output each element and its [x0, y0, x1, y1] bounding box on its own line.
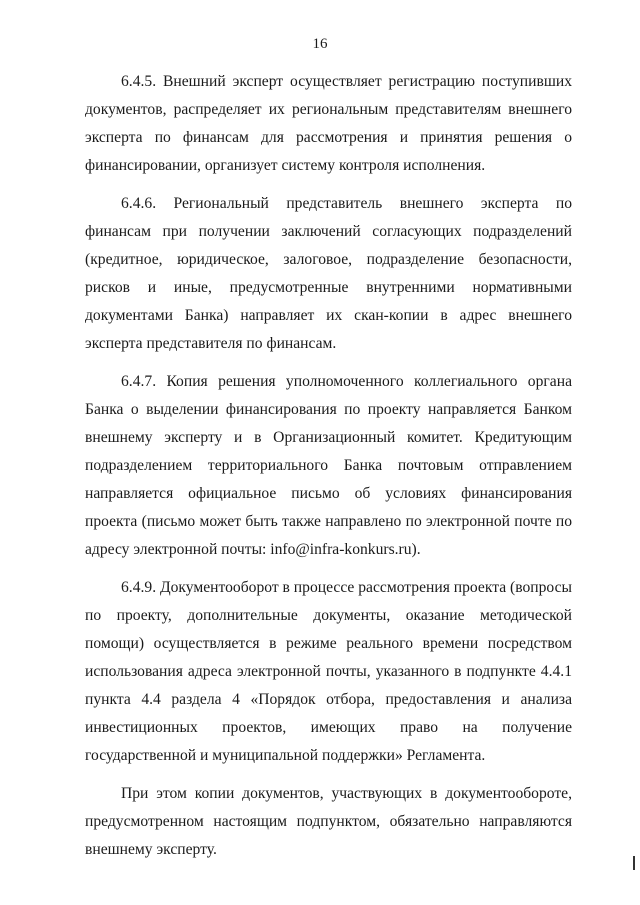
paragraph-6-4-5: 6.4.5. Внешний эксперт осуществляет регистрацию поступивших документов, распределяет их региональным представителям внешнего эксперта по финансам для рассмотрения и принятия решения о финансировании, организует систему контроля исполнения. — [85, 73, 572, 174]
document-body — [85, 68, 572, 864]
paragraph-6-4-7: 6.4.7. Копия решения уполномоченного коллегиального органа Банка о выделении финансирования по проекту направляется Банком внешнему эксперту и в Организационный комитет. Кредитующим подразделением территориального Банка почтовым отправлением направляется официальное письмо об условиях финансирования проекта (письмо может быть также направлено по электронной почте по адресу электронной почты: info@infra-konkurs.ru). — [85, 373, 572, 558]
paragraph-6-4-9: 6.4.9. Документооборот в процессе рассмотрения проекта (вопросы по проекту, дополнительные документы, оказание методической помощи) осуществляется в режиме реального времени посредством использования адреса электронной почты, указанного в подпункте 4.4.1 пункта 4.4 раздела 4 «Порядок отбора, предоставления и анализа инвестиционных проектов, имеющих право на получение государственной и муниципальной поддержки» Регламента. — [85, 579, 572, 764]
page-number: 16 — [312, 36, 328, 52]
paragraph-6-4-6: 6.4.6. Региональный представитель внешнего эксперта по финансам при получении заключений согласующих подразделений (кредитное, юридическое, залоговое, подразделение безопасности, рисков и иные, предусмотренные внутренними нормативными документами Банка) направляет их скан-копии в адрес внешнего эксперта представителя по финансам. — [85, 195, 572, 352]
scan-edge-mark — [633, 856, 635, 870]
paragraph-closing-note: При этом копии документов, участвующих в документообороте, предусмотренном настоящим подпунктом, обязательно направляются внешнему эксперту. — [85, 785, 572, 858]
